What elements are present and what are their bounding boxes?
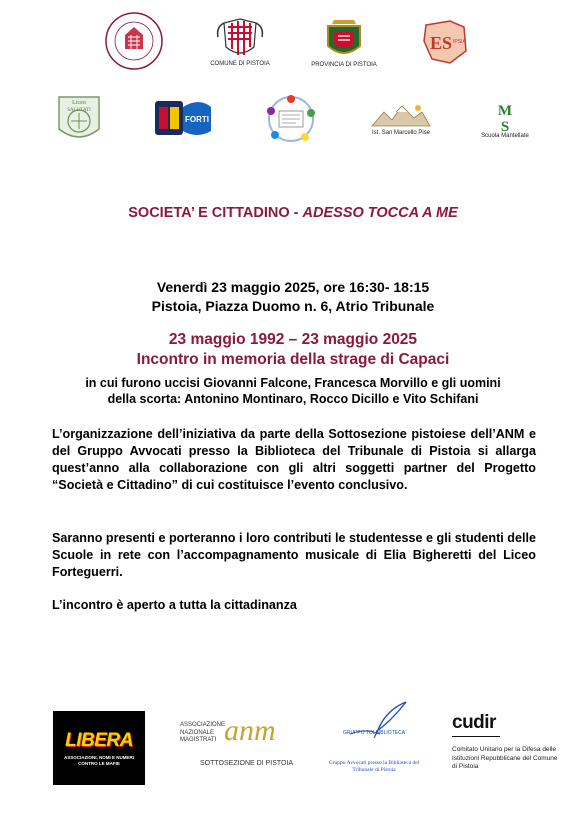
gruppo-caption: Gruppo Avvocati presso la Biblioteca del Tribunale di Pistoia [328, 760, 420, 773]
san-marcello-logo [366, 98, 436, 140]
headline-part2: ADESSO TOCCA A ME [302, 205, 458, 221]
headline [0, 205, 586, 221]
comune-pistoia-caption: COMUNE DI PISTOIA [210, 60, 270, 67]
anm-logo [180, 714, 300, 778]
anm-caption: SOTTOSEZIONE DI PISTOIA [200, 760, 294, 767]
victims-line-1: in cui furono uccisi Giovanni Falcone, Francesca Morvillo e gli uomini [85, 376, 501, 390]
svg-text:ES: ES [430, 33, 453, 53]
svg-text:M: M [497, 102, 513, 119]
gruppo-top-text: GRUPPO TOLBIBLIOTECA [342, 730, 406, 736]
iis-fedi-fermi-logo [152, 96, 216, 140]
iis-fedi-fermi-text: FORTI [185, 115, 209, 124]
cudir-caption: Comitato Unitario per la Difesa delle Istituzioni Repubblicane del Comune di Pistoia [452, 746, 558, 770]
body-paragraph-organization: L’organizzazione dell’iniziativa da parte della Sottosezione pistoiese dell’ANM e del Gruppo Avvocati presso la Biblioteca del Tribunale di Pistoia si allarga quest’anno alla collaborazione con gli altri soggetti partner del Progetto “Società e Cittadino” di cui costituisce l’evento conclusivo. [52, 427, 536, 492]
svg-text:SALUTATI: SALUTATI [67, 108, 91, 113]
headline-part1: SOCIETA’ E CITTADINO - [128, 205, 303, 221]
anm-wordmark: anm [224, 714, 276, 747]
event-location: Pistoia, Piazza Duomo n. 6, Atrio Tribunale [151, 298, 435, 314]
san-marcello-caption: Ist. San Marcello Pise [371, 129, 431, 136]
provincia-pistoia-caption: PROVINCIA DI PISTOIA [311, 61, 377, 68]
victims-line-2: della scorta: Antonino Montinaro, Rocco Dicillo e Vito Schifani [107, 392, 479, 406]
scuola-mantellate-caption: Scuola Mantellate [481, 132, 529, 139]
memorial-heading: Incontro in memoria della strage di Capaci [136, 351, 450, 368]
liceo-salutati-logo [54, 90, 104, 146]
memorial-dates: 23 maggio 1992 – 23 maggio 2025 [168, 331, 418, 348]
cudir-logo [452, 712, 562, 782]
iis-pacini-logo [262, 92, 320, 146]
body-paragraph-participants: Saranno presenti e porteranno i loro contributi le studentesse e gli studenti delle Scuole in rete con l’accompagnamento musicale di Elia Bigheretti del Liceo Forteguerri. [52, 531, 536, 579]
libera-subtitle: ASSOCIAZIONI, NOMI E NUMERI CONTRO LE MAFIE [63, 755, 134, 766]
gruppo-avvocati-logo [328, 700, 420, 784]
anm-association-text: ASSOCIAZIONE NAZIONALE MAGISTRATI [180, 722, 226, 743]
svg-text:Liceo: Liceo [72, 100, 86, 106]
liceo-forteguerri-logo [103, 10, 165, 72]
libera-wordmark: LIBERA [65, 730, 133, 751]
cudir-underline [452, 736, 500, 737]
memorial-victims [20, 375, 566, 407]
event-date-time: Venerdì 23 maggio 2025, ore 16:30- 18:15 [156, 279, 430, 295]
event-info [20, 278, 566, 316]
cudir-wordmark: cudir [452, 712, 496, 733]
ipsia-logo [418, 14, 472, 70]
scuola-mantellate-logo [478, 98, 532, 142]
provincia-pistoia-logo [311, 12, 377, 72]
libera-logo [53, 711, 145, 785]
memorial-title [20, 330, 566, 370]
comune-pistoia-logo [205, 12, 275, 72]
body-paragraph-open: L’incontro è aperto a tutta la cittadinanza [52, 598, 297, 612]
ipsia-logo-text: IPSIA [453, 39, 466, 45]
svg-text:S: S [500, 118, 510, 133]
